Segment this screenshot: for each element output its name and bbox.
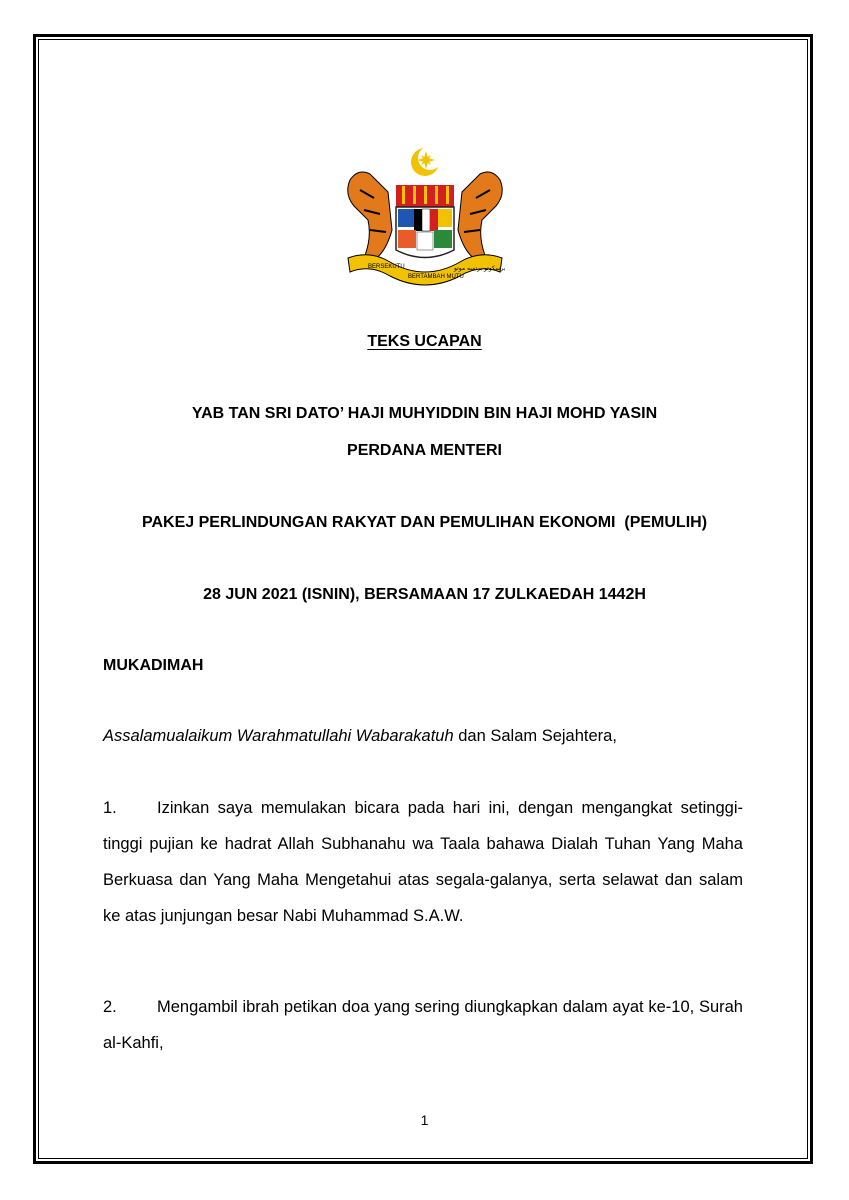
paragraph-number: 1.	[103, 799, 117, 817]
speech-topic: PAKEJ PERLINDUNGAN RAKYAT DAN PEMULIHAN EKONOMI (PEMULIH)	[141, 514, 708, 531]
speaker-name: YAB TAN SRI DATO’ HAJI MUHYIDDIN BIN HAJI MOHD YASIN	[191, 405, 658, 422]
speech-date: 28 JUN 2021 (ISNIN), BERSAMAAN 17 ZULKAEDAH 1442H	[203, 586, 646, 603]
page-number: 1	[420, 1112, 429, 1128]
motto-left-text: BERSEKUTU	[368, 264, 405, 270]
greeting	[103, 727, 617, 746]
greeting-italic: Assalamualaikum Warahmatullahi Wabarakatuh	[103, 727, 454, 745]
paragraph	[103, 989, 743, 1061]
paragraph-number: 2.	[103, 998, 117, 1016]
document-title: TEKS UCAPAN	[367, 333, 482, 350]
section-heading: MUKADIMAH	[103, 657, 204, 674]
motto-right-text: BERTAMBAH MUTU	[408, 274, 464, 280]
paragraph-text: Izinkan saya memulakan bicara pada hari ini, dengan mengangkat setinggi-tinggi pujian ke hadrat Allah Subhanahu wa Taala bahawa Dialah Tuhan Yang Maha Berkuasa dan Yang Maha Mengetahui atas segala-galanya, serta selawat dan salam ke atas junjungan besar Nabi Muhammad S.A.W.	[103, 799, 743, 925]
coat-of-arms-logo	[330, 140, 520, 290]
paragraph	[103, 790, 743, 934]
paragraph-text: Mengambil ibrah petikan doa yang sering diungkapkan dalam ayat ke-10, Surah al-Kahfi,	[103, 998, 743, 1052]
motto-jawi-text: برسکوتو برتمبه موتو	[454, 265, 506, 272]
greeting-rest: dan Salam Sejahtera,	[453, 727, 617, 745]
speaker-position: PERDANA MENTERI	[347, 442, 502, 459]
